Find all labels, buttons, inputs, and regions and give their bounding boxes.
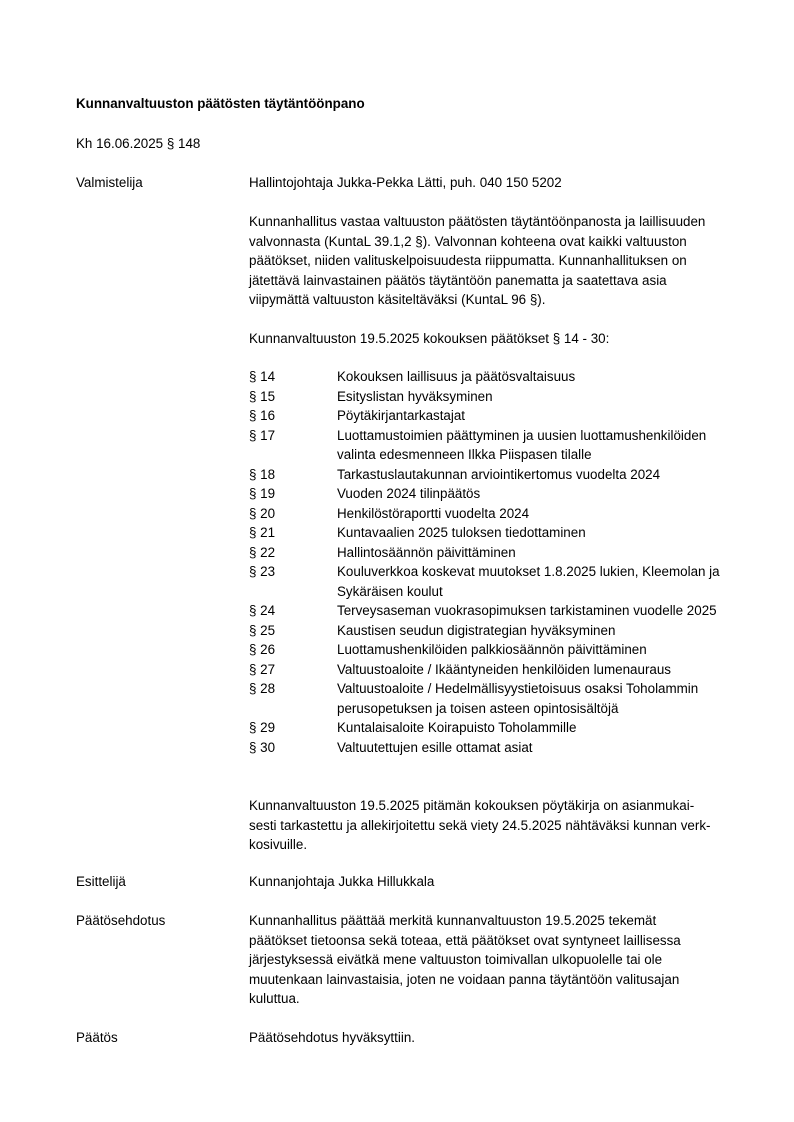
- section-title-line: Kokouksen laillisuus ja päätösvaltaisuus: [337, 369, 576, 384]
- section-item: [249, 601, 759, 621]
- section-title: [337, 406, 759, 426]
- document-title: Kunnanvaltuuston päätösten täytäntöönpano: [76, 96, 365, 111]
- section-item: [249, 738, 759, 758]
- section-title: [337, 484, 759, 504]
- section-title: [337, 601, 759, 621]
- section-title-line: Valtuustoaloite / Ikääntyneiden henkilöiden lumenauraus: [337, 661, 672, 677]
- section-title-line: Hallintosäännön päivittäminen: [337, 544, 516, 560]
- section-title: [337, 718, 759, 738]
- section-title: [337, 621, 759, 641]
- proposal-label: Päätösehdotus: [76, 913, 166, 928]
- intro-line: valvonnasta (KuntaL 39.1,2 §). Valvonnan kohteena ovat kaikki valtuuston: [249, 233, 687, 249]
- section-title-line: Terveysaseman vuokrasopimuksen tarkistaminen vuodelle 2025: [337, 603, 717, 618]
- section-number: § 23: [249, 564, 276, 579]
- section-title-line: Pöytäkirjantarkastajat: [337, 408, 466, 423]
- section-number: § 30: [249, 739, 276, 755]
- section-number: § 22: [249, 544, 276, 560]
- section-title-line: Esityslistan hyväksyminen: [337, 388, 493, 404]
- section-title-line: Sykäräisen koulut: [337, 583, 443, 599]
- section-item: [249, 640, 759, 660]
- section-number: § 18: [249, 466, 276, 482]
- section-item: [249, 465, 759, 485]
- intro-line: päätökset, niiden valituskelpoisuudesta riippumatta. Kunnanhallituksen on: [249, 253, 687, 268]
- section-item: [249, 562, 759, 601]
- section-title-line: Kuntavaalien 2025 tuloksen tiedottaminen: [337, 525, 586, 540]
- section-number: § 16: [249, 408, 276, 423]
- proposal-line: Kunnanhallitus päättää merkitä kunnanvaltuuston 19.5.2025 tekemät: [249, 913, 657, 928]
- section-title: [337, 562, 759, 601]
- section-number: § 21: [249, 525, 276, 540]
- sections-list: [249, 367, 759, 757]
- section-number: § 26: [249, 642, 276, 657]
- proposal-line: kuluttua.: [249, 991, 300, 1006]
- section-number: § 27: [249, 661, 276, 677]
- section-number: § 28: [249, 681, 276, 696]
- section-number: § 15: [249, 388, 276, 404]
- section-item: [249, 484, 759, 504]
- meeting-reference: Kh 16.06.2025 § 148: [76, 136, 201, 151]
- section-title-line: Tarkastuslautakunnan arviointikertomus vuodelta 2024: [337, 466, 661, 482]
- section-title: [337, 679, 759, 718]
- section-title: [337, 523, 759, 543]
- section-title-line: valinta edesmenneen Ilkka Piispasen tilalle: [337, 447, 592, 462]
- section-number: § 19: [249, 486, 276, 501]
- minutes-line: kosivuille.: [249, 837, 308, 852]
- minutes-line: Kunnanvaltuuston 19.5.2025 pitämän kokouksen pöytäkirja on asianmukai-: [249, 798, 695, 813]
- presenter-label: Esittelijä: [76, 874, 126, 889]
- section-item: [249, 679, 759, 718]
- section-title-line: Valtuutettujen esille ottamat asiat: [337, 739, 533, 755]
- section-item: [249, 406, 759, 426]
- decision-label: Päätös: [76, 1030, 118, 1045]
- section-title-line: perusopetuksen ja toisen asteen opintosisältöjä: [337, 700, 619, 716]
- decision-value: Päätösehdotus hyväksyttiin.: [249, 1030, 415, 1045]
- section-title-line: Luottamushenkilöiden palkkiosäännön päivittäminen: [337, 642, 647, 657]
- intro-paragraph: [249, 212, 759, 310]
- preparer-value: Hallintojohtaja Jukka-Pekka Lätti, puh. 040 150 5202: [249, 175, 562, 190]
- section-item: [249, 621, 759, 641]
- section-title: [337, 367, 759, 387]
- section-item: [249, 504, 759, 524]
- minutes-line: sesti tarkastettu ja allekirjoitettu sekä viety 24.5.2025 nähtäväksi kunnan verk-: [249, 817, 711, 833]
- section-title-line: Henkilöstöraportti vuodelta 2024: [337, 505, 530, 521]
- section-number: § 20: [249, 505, 276, 521]
- presenter-value: Kunnanjohtaja Jukka Hillukkala: [249, 874, 435, 889]
- section-title-line: Valtuustoaloite / Hedelmällisyystietoisuus osaksi Toholammin: [337, 681, 699, 696]
- section-number: § 24: [249, 603, 276, 618]
- section-item: [249, 426, 759, 465]
- section-number: § 25: [249, 622, 276, 638]
- section-title-line: Kouluverkkoa koskevat muutokset 1.8.2025 lukien, Kleemolan ja: [337, 564, 720, 579]
- intro-line: viipymättä valtuuston käsiteltäväksi (KuntaL 96 §).: [249, 292, 546, 307]
- minutes-paragraph: [249, 796, 759, 855]
- proposal-line: järjestyksessä eivätkä mene valtuuston toimivallan ulkopuolelle tai ole: [249, 952, 663, 967]
- section-item: [249, 543, 759, 563]
- section-number: § 17: [249, 427, 276, 443]
- proposal-line: päätökset tietoonsa sekä toteaa, että päätökset ovat syntyneet laillisessa: [249, 932, 681, 948]
- section-title-line: Luottamustoimien päättyminen ja uusien luottamushenkilöiden: [337, 427, 707, 443]
- decisions-heading: Kunnanvaltuuston 19.5.2025 kokouksen päätökset § 14 - 30:: [249, 331, 610, 346]
- section-item: [249, 660, 759, 680]
- proposal-paragraph: [249, 911, 759, 1009]
- section-title: [337, 543, 759, 563]
- section-title: [337, 660, 759, 680]
- section-number: § 29: [249, 720, 276, 735]
- section-item: [249, 367, 759, 387]
- proposal-line: muutenkaan lainvastaisia, joten ne voidaan panna täytäntöön valitusajan: [249, 971, 680, 987]
- section-title: [337, 640, 759, 660]
- intro-line: Kunnanhallitus vastaa valtuuston päätösten täytäntöönpanosta ja laillisuuden: [249, 214, 706, 229]
- section-title-line: Kuntalaisaloite Koirapuisto Toholammille: [337, 720, 577, 735]
- intro-line: jätettävä lainvastainen päätös täytäntöön panematta ja saatettava asia: [249, 272, 667, 288]
- section-title: [337, 465, 759, 485]
- section-title: [337, 387, 759, 407]
- section-item: [249, 387, 759, 407]
- section-title: [337, 504, 759, 524]
- section-title-line: Kaustisen seudun digistrategian hyväksyminen: [337, 622, 616, 638]
- section-item: [249, 718, 759, 738]
- preparer-label: Valmistelija: [76, 175, 143, 190]
- section-item: [249, 523, 759, 543]
- section-title: [337, 426, 759, 465]
- section-title-line: Vuoden 2024 tilinpäätös: [337, 486, 481, 501]
- section-number: § 14: [249, 369, 276, 384]
- section-title: [337, 738, 759, 758]
